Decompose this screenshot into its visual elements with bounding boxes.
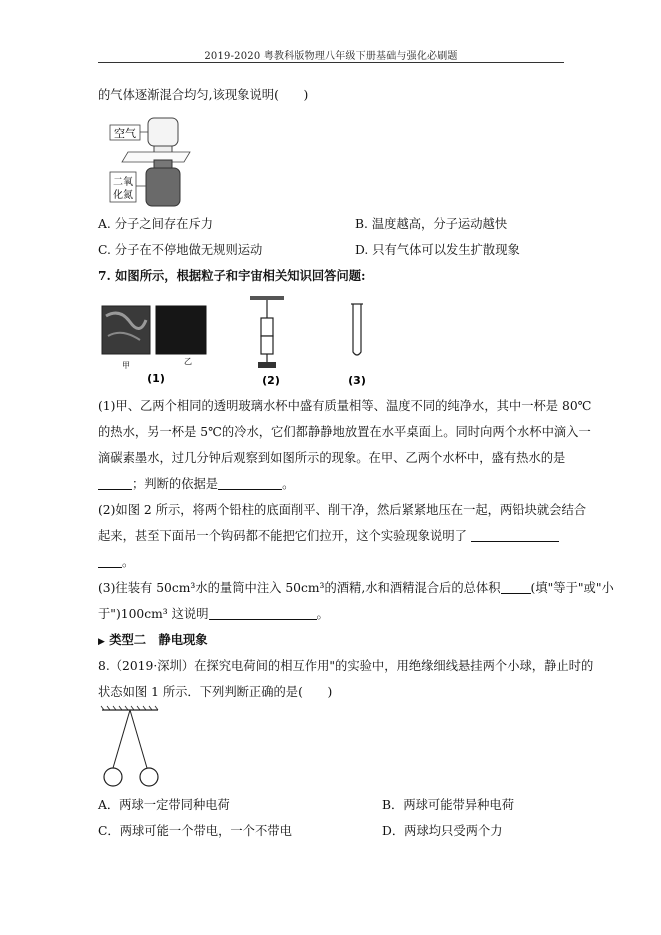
upper-jar — [148, 118, 178, 146]
triangle-bullet-icon: ▶ — [98, 637, 105, 647]
q7-p3-line1-a: (3)往装有 50cm³水的量筒中注入 50cm³的酒精,水和酒精混合后的总体积 — [98, 581, 501, 595]
q6-stem-tail: 的气体逐渐混合均匀,该现象说明( ) — [98, 88, 309, 102]
caption-1: (1) — [147, 372, 165, 385]
q7-p1-line4-end: 。 — [282, 477, 295, 491]
q8-option-b[interactable]: B．两球可能带异种电荷 — [382, 798, 515, 812]
q7-p1-line4 — [98, 476, 294, 492]
header-rule — [98, 62, 564, 63]
ceiling-support — [250, 296, 284, 300]
q7-p1-line3: 滴碳素墨水，过几分钟后观察到如图所示的现象。在甲、乙两个水杯中，盛有热水的是 — [98, 451, 566, 465]
q7-p3-line1 — [98, 580, 614, 596]
lower-jar-neck — [154, 160, 172, 168]
page-header: 2019-2020 粤教科版物理八年级下册基础与强化必刷题 — [204, 51, 458, 62]
no2-label-line2: 化氮 — [113, 190, 133, 201]
q8-option-c[interactable]: C．两球可能一个带电，一个不带电 — [98, 824, 292, 838]
label-jia: 甲 — [122, 361, 130, 370]
thread-right — [130, 710, 147, 768]
q7-p1-line2: 的热水，另一杯是 5℃的冷水，它们都静静地放置在水平桌面上。同时向两个水杯中滴入一 — [98, 425, 591, 439]
ball-right — [140, 768, 158, 786]
q7-p2-line2 — [98, 528, 559, 544]
q6-option-a[interactable]: A. 分子之间存在斥力 — [98, 217, 214, 231]
answer-blank-basis[interactable] — [218, 477, 282, 490]
q8-option-a[interactable]: A．两球一定带同种电荷 — [98, 798, 230, 812]
q7-p1-line1: (1)甲、乙两个相同的透明玻璃水杯中盛有质量相等、温度不同的纯净水，其中一杯是 80℃ — [98, 399, 592, 413]
q8-line1: 8.（2019·深圳）在探究电荷间的相互作用"的实验中，用绝缘细线悬挂两个小球，静止时的 — [98, 659, 594, 673]
q6-option-b[interactable]: B. 温度越高，分子运动越快 — [355, 217, 508, 231]
label-yi: 乙 — [184, 357, 192, 366]
q8-pendulum-figure — [98, 704, 170, 790]
test-tube — [353, 304, 361, 355]
answer-blank-hot-cup[interactable] — [98, 477, 132, 490]
no2-label-line1: 二氧 — [113, 177, 133, 188]
figure2-lead-cylinders — [250, 296, 284, 387]
caption-2: (2) — [262, 374, 280, 387]
lead-cylinder-bottom — [261, 336, 273, 354]
q7-p2-line3-end: 。 — [122, 555, 135, 569]
q7-figures — [100, 294, 390, 390]
answer-blank-volume[interactable] — [501, 581, 531, 594]
ball-left — [104, 768, 122, 786]
air-label: 空气 — [114, 127, 136, 140]
answer-blank-lead-cont[interactable] — [98, 555, 122, 568]
q7-p2-line2-text: 起来，甚至下面吊一个钩码都不能把它们拉开，这个实验现象说明了 — [98, 529, 467, 543]
figure3-test-tube — [348, 304, 366, 387]
diffusion-jars-figure — [108, 116, 203, 210]
caption-3: (3) — [348, 374, 366, 387]
answer-blank-lead[interactable] — [471, 529, 559, 542]
q7-p1-line4-text: ；判断的依据是 — [132, 477, 219, 491]
thread-left — [113, 710, 130, 768]
figure1-beakers — [102, 306, 206, 385]
beaker-yi — [156, 306, 206, 354]
q7-p3-line2-b: 。 — [316, 607, 329, 621]
q8-line2: 状态如图 1 所示．下列判断正确的是( ) — [98, 685, 333, 699]
q7-p3-line2 — [98, 606, 329, 622]
q7-p2-line3 — [98, 554, 134, 570]
q6-option-d[interactable]: D. 只有气体可以发生扩散现象 — [355, 243, 520, 257]
section-heading — [98, 632, 208, 650]
q8-option-d[interactable]: D．两球均只受两个力 — [382, 824, 503, 838]
answer-blank-explain[interactable] — [209, 607, 317, 620]
q7-title: 7. 如图所示，根据粒子和宇宙相关知识回答问题: — [98, 268, 366, 283]
q7-p2-line1: (2)如图 2 所示，将两个铅柱的底面削平、削干净，然后紧紧地压在一起，两铅块就会结合 — [98, 503, 587, 517]
hook-weight — [258, 362, 276, 368]
q7-p3-line1-b: (填"等于"或"小 — [530, 581, 614, 595]
lead-cylinder-top — [261, 318, 273, 336]
q6-option-c[interactable]: C. 分子在不停地做无规则运动 — [98, 243, 263, 257]
lower-jar — [146, 168, 180, 206]
q7-p3-line2-a: 于")100cm³ 这说明 — [98, 607, 209, 621]
section-title: 类型二 静电现象 — [109, 632, 208, 647]
